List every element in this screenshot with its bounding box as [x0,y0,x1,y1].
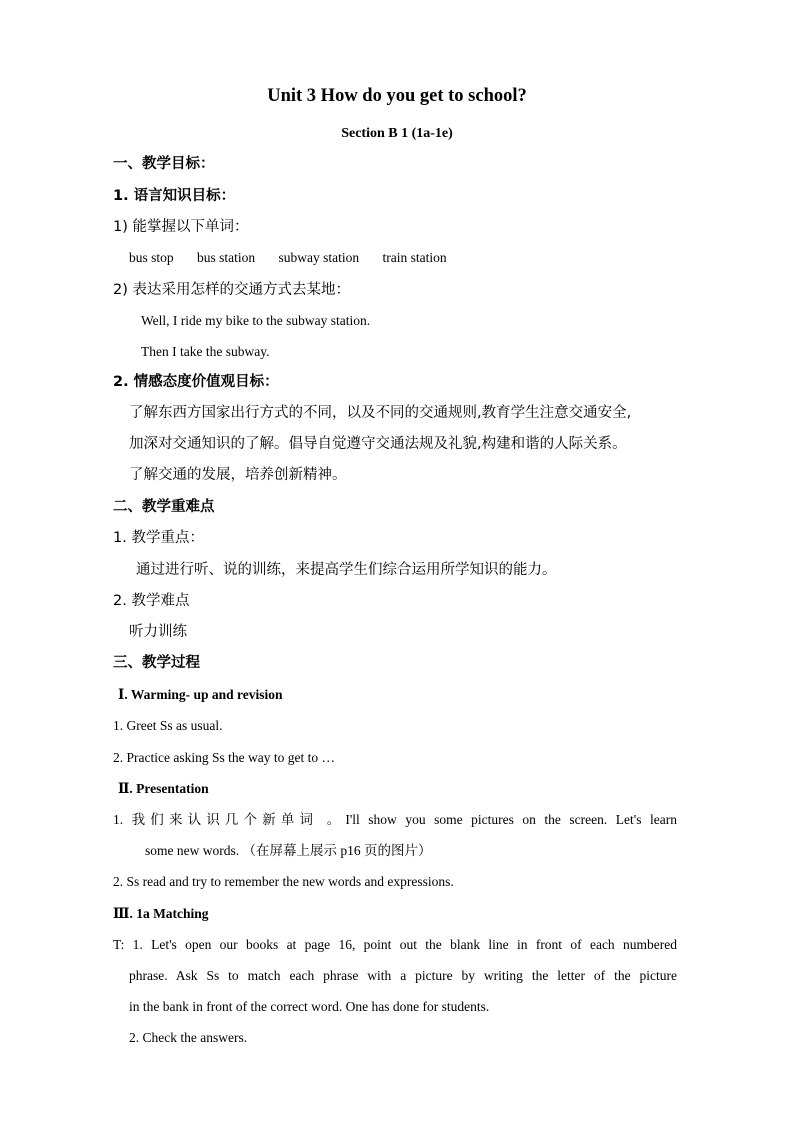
step-item: T: 1. Let's open our books at page 16, point out the blank line in front of each numbered [113,937,677,952]
example-sentence: Well, I ride my bike to the subway station. [141,313,371,328]
example-sentence: Then I take the subway. [141,344,270,359]
goal-attitude-heading: 2. 情感态度价值观目标： [113,374,279,390]
vocab-word: bus station [197,250,256,265]
difficulty-text: 听力训练 [129,624,187,640]
key-point-text: 通过进行听、说的训练，来提高学生们综合运用所学知识的能力。 [136,562,557,578]
step-item-continued: in the bank in front of the correct word. One has done for students. [129,999,490,1014]
step-item: 1. Greet Ss as usual. [113,718,223,733]
section-heading-key-points: 二、教学重难点 [113,499,215,515]
difficulty-label: 2. 教学难点 [113,593,190,609]
goal-expression-label: 2) 表达采用怎样的交通方式去某地： [113,282,350,298]
goal-attitude-text: 了解东西方国家出行方式的不同，以及不同的交通规则,教育学生注意交通安全, [129,405,632,421]
step-item-continued: phrase. Ask Ss to match each phrase with a picture by writing the letter of the picture [129,968,677,983]
goal-language-heading: 1. 语言知识目标： [113,188,236,204]
key-point-label: 1. 教学重点： [113,530,204,546]
step-item: 2. Ss read and try to remember the new words and expressions. [113,874,454,889]
section-heading-objectives: 一、教学目标： [113,156,215,172]
document-title: Unit 3 How do you get to school? [267,86,527,106]
vocab-word: subway station [278,250,360,265]
step-item: 1. 我们来认识几个新单词 。I'll show you some pictures on the screen. Let's learn [113,812,677,827]
vocab-word-list [129,249,467,267]
goal-vocab-label: 1) 能掌握以下单词： [113,219,249,235]
step-item: 2. Practice asking Ss the way to get to … [113,750,335,765]
step-heading-matching: Ⅲ. 1a Matching [113,906,209,921]
step-item: 2. Check the answers. [129,1030,248,1045]
step-item-continued: some new words. （在屏幕上展示 p16 页的图片） [145,843,432,858]
document-subtitle: Section B 1 (1a-1e) [341,126,453,141]
step-heading-presentation: Ⅱ. Presentation [118,781,209,796]
section-heading-process: 三、教学过程 [113,655,200,671]
goal-attitude-text: 了解交通的发展，培养创新精神。 [129,467,347,483]
goal-attitude-text: 加深对交通知识的了解。倡导自觉遵守交通法规及礼貌,构建和谐的人际关系。 [129,436,627,452]
vocab-word: train station [382,250,447,265]
step-heading-warming-up: Ⅰ. Warming- up and revision [118,687,283,702]
vocab-word: bus stop [129,250,174,265]
